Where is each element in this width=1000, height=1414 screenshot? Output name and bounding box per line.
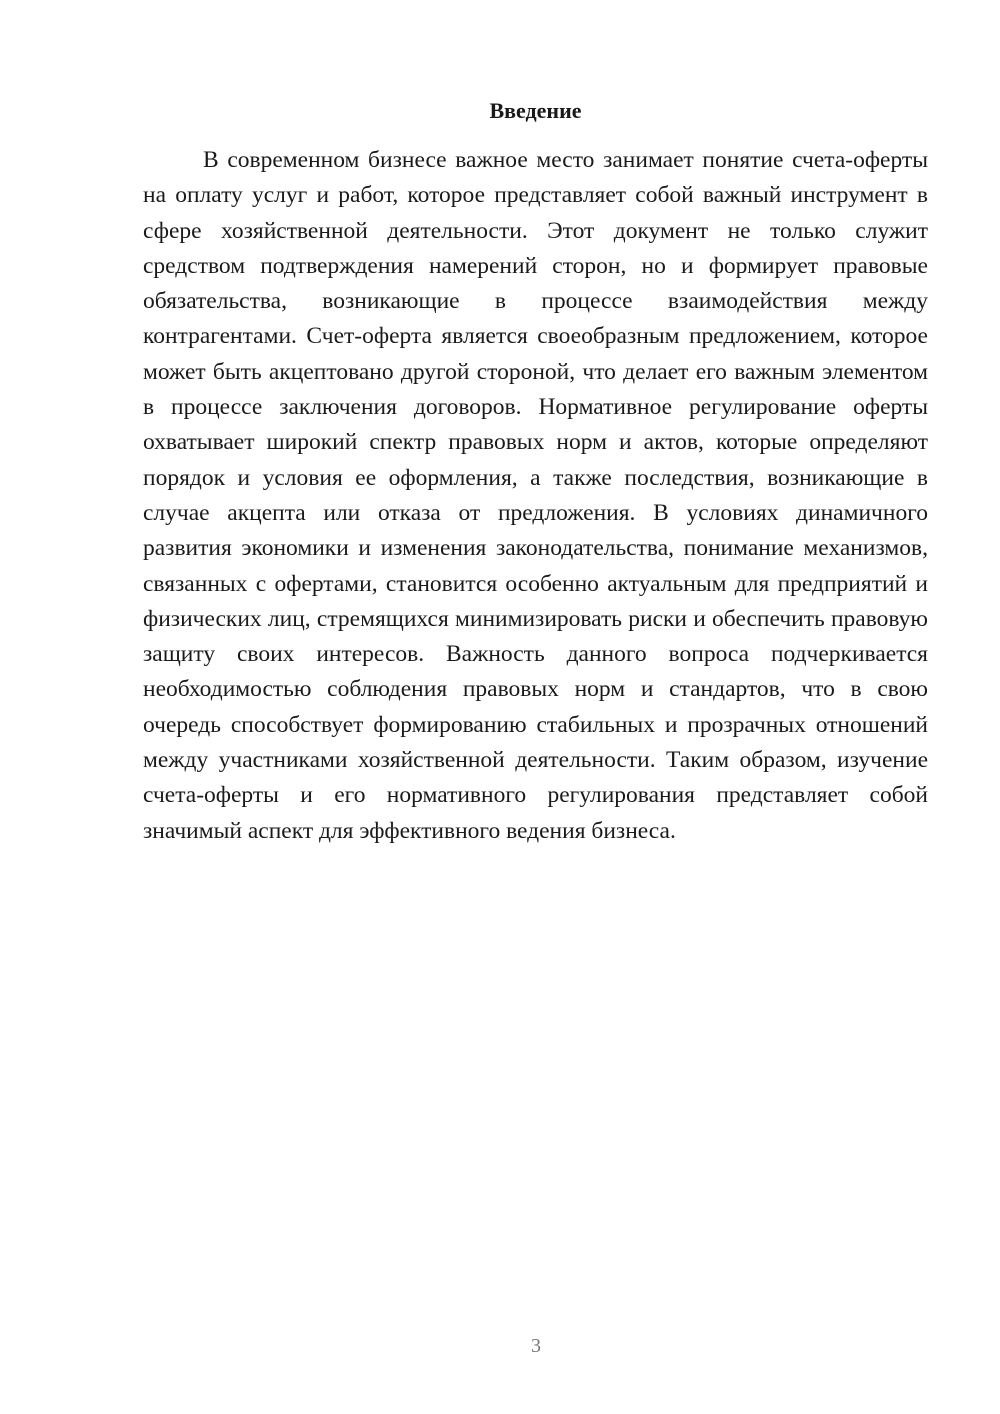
section-heading: Введение [489, 98, 582, 123]
page-number: 3 [531, 1335, 541, 1357]
body-paragraph: В современном бизнесе важное место занимает понятие счета-оферты на оплату услуг и работ, которое представляет собой важный инструмент в сфере хозяйственной деятельности. Этот документ не только служит средством подтверждения намерений сторон, но и формирует правовые обязательства, возникающие в процессе взаимодействия между контрагентами. Счет-оферта является своеобразным предложением, которое может быть акцептовано другой стороной, что делает его важным элементом в процессе заключения договоров. Нормативное регулирование оферты охватывает широкий спектр правовых норм и актов, которые определяют порядок и условия ее оформления, а также последствия, возникающие в случае акцепта или отказа от предложения. В условиях динамичного развития экономики и изменения законодательства, понимание механизмов, связанных с офертами, становится особенно актуальным для предприятий и физических лиц, стремящихся минимизировать риски и обеспечить правовую защиту своих интересов. Важность данного вопроса подчеркивается необходимостью соблюдения правовых норм и стандартов, что в свою очередь способствует формированию стабильных и прозрачных отношений между участниками хозяйственной деятельности. Таким образом, изучение счета-оферты и его нормативного регулирования представляет собой значимый аспект для эффективного ведения бизнеса. [143, 147, 928, 844]
